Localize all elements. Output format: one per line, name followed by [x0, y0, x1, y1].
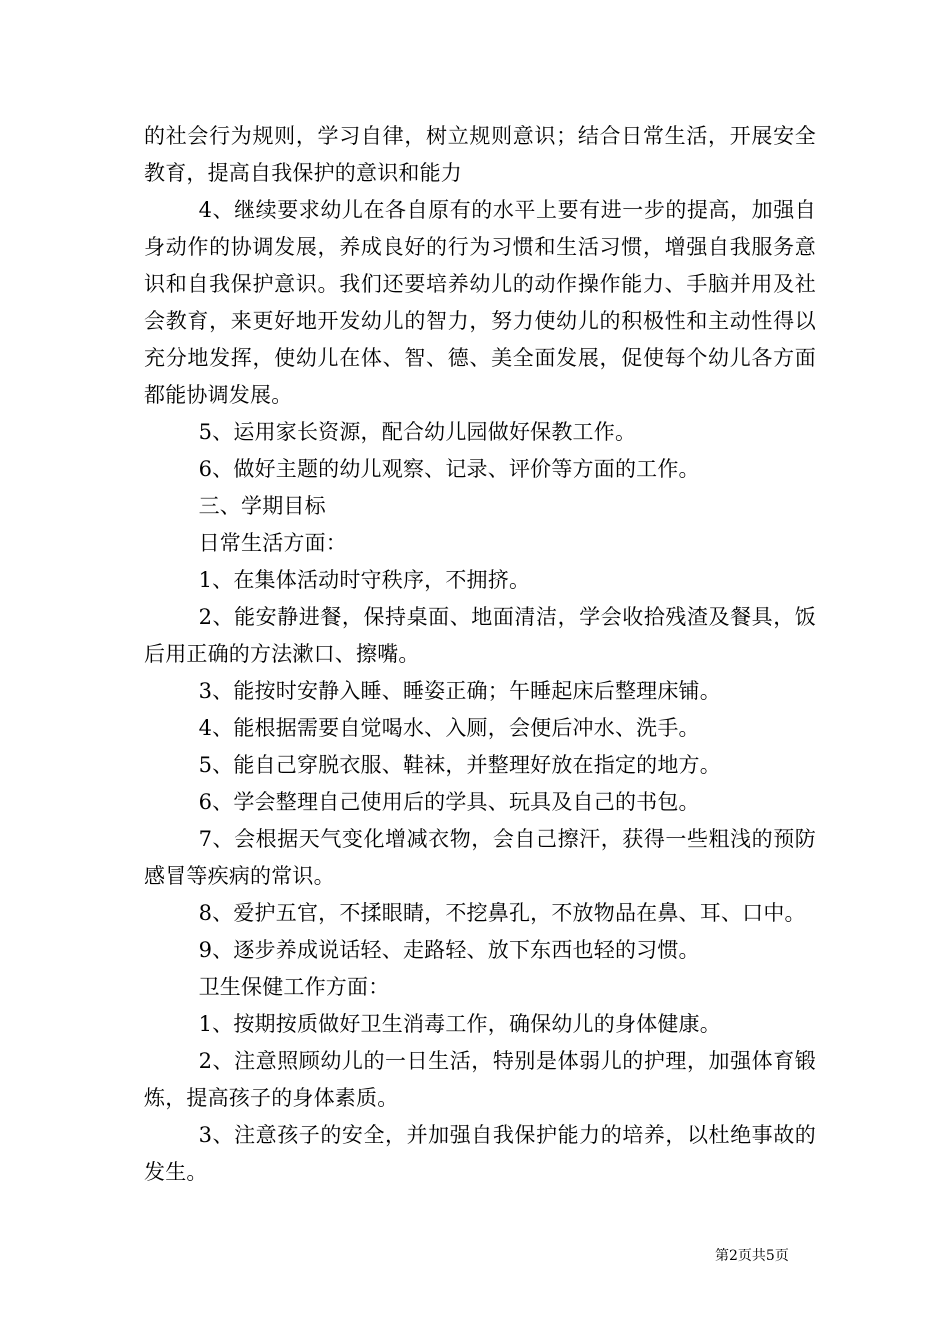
subheading-daily-life: 日常生活方面： — [198, 531, 347, 555]
list-item: 2、注意照顾幼儿的一日生活，特别是体弱儿的护理，加强体育锻炼，提高孩子的身体素质。 — [144, 1049, 816, 1110]
list-item: 9、逐步养成说话轻、走路轻、放下东西也轻的习惯。 — [198, 938, 700, 962]
page-number-footer: 第2页共5页 — [715, 1248, 789, 1264]
paragraph-1: 的社会行为规则，学习自律，树立规则意识；结合日常生活，开展安全教育，提高自我保护的意识和能力 — [144, 124, 816, 185]
list-item: 1、在集体活动时守秩序，不拥挤。 — [198, 568, 531, 592]
list-item: 2、能安静进餐，保持桌面、地面清洁，学会收拾残渣及餐具，饭后用正确的方法漱口、擦嘴。 — [144, 605, 816, 666]
list-item: 4、能根据需要自觉喝水、入厕，会便后冲水、洗手。 — [198, 716, 700, 740]
paragraph-2: 4、继续要求幼儿在各自原有的水平上要有进一步的提高，加强自身动作的协调发展，养成良好的行为习惯和生活习惯，增强自我服务意识和自我保护意识。我们还要培养幼儿的动作操作能力、手脑并用及社会教育，来更好地开发幼儿的智力，努力使幼儿的积极性和主动性得以充分地发挥，使幼儿在体、智、德、美全面发展，促使每个幼儿各方面都能协调发展。 — [144, 198, 816, 407]
list-item: 7、会根据天气变化增减衣物，会自己擦汗，获得一些粗浅的预防感冒等疾病的常识。 — [144, 827, 816, 888]
list-item: 3、注意孩子的安全，并加强自我保护能力的培养，以杜绝事故的发生。 — [144, 1123, 816, 1184]
paragraph-4: 6、做好主题的幼儿观察、记录、评价等方面的工作。 — [198, 457, 700, 481]
subheading-health-care: 卫生保健工作方面： — [198, 975, 390, 999]
list-item: 6、学会整理自己使用后的学具、玩具及自己的书包。 — [198, 790, 700, 814]
document-body — [144, 118, 816, 1191]
list-item: 5、能自己穿脱衣服、鞋袜，并整理好放在指定的地方。 — [198, 753, 721, 777]
paragraph-3: 5、运用家长资源，配合幼儿园做好保教工作。 — [198, 420, 637, 444]
list-item: 8、爱护五官，不揉眼睛，不挖鼻孔，不放物品在鼻、耳、口中。 — [198, 901, 806, 925]
list-item: 3、能按时安静入睡、睡姿正确；午睡起床后整理床铺。 — [198, 679, 721, 703]
section-heading-semester-goals: 三、学期目标 — [198, 494, 326, 518]
list-item: 1、按期按质做好卫生消毒工作，确保幼儿的身体健康。 — [198, 1012, 721, 1036]
